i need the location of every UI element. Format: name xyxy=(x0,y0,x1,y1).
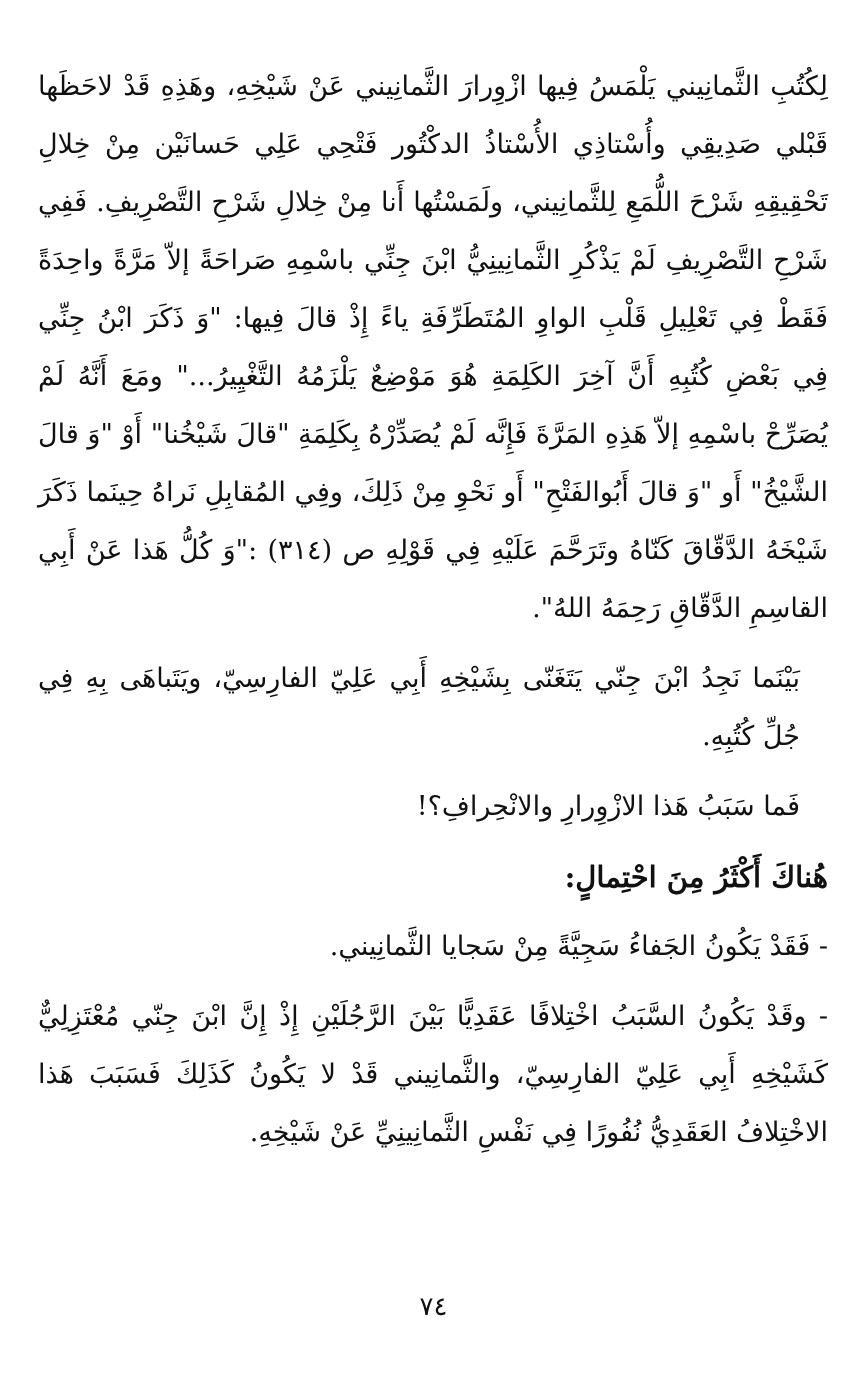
paragraph-main: لِكُتُبِ الثَّمانِيني يَلْمَسُ فِيها ازْوِرارَ الثَّمانِيني عَنْ شَيْخِهِ، وهَذِهِ قَدْ لاحَظَها قَبْلي صَدِيقِي وأُسْتاذِي الأُسْتاذُ الدكْتُور فَتْحِي عَلِي حَسانَيْن مِنْ خِلالِ تَحْقِيقِهِ شَرْحَ اللُّمَعِ لِلثَّمانِيني، ولَمَسْتُها أَنا مِنْ خِلالِ شَرْحِ التَّصْرِيفِ. فَفِي شَرْحِ التَّصْرِيفِ لَمْ يَذْكُرِ الثَّمانِينِيُّ ابْنَ جِنِّي باسْمِهِ صَراحَةً إلاّ مَرَّةً واحِدَةً فَقَطْ فِي تَعْلِيلِ قَلْبِ الواوِ المُتَطَرِّفَةِ ياءً إِذْ قالَ فِيها: "وَ ذَكَرَ ابْنُ جِنِّي فِي بَعْضِ كُتُبِهِ أَنَّ آخِرَ الكَلِمَةِ هُوَ مَوْضِعٌ يَلْزَمُهُ التَّغْيِيرُ..." ومَعَ أَنَّهُ لَمْ يُصَرِّحْ باسْمِهِ إلاّ هَذِهِ المَرَّةَ فَإِنَّه لَمْ يُصَدِّرْهُ بِكَلِمَةِ "قالَ شَيْخُنا" أَوْ "وَ قالَ الشَّيْخُ" أَو "وَ قالَ أَبُوالفَتْحِ" أَو نَحْوِ مِنْ ذَلِكَ، وفِي المُقابِلِ نَراهُ حِينَما ذَكَرَ شَيْخَهُ الدَّقّاقَ كَنّاهُ وتَرَحَّمَ عَلَيْهِ فِي قَوْلِهِ ص (٣١٤) :"وَ كُلُّ هَذا عَنْ أَبِي القاسِمِ الدَّقّاقِ رَحِمَهُ اللهُ". xyxy=(38,71,828,624)
paragraph-question: فَما سَبَبُ هَذا الازْوِرارِ والانْحِرافِ؟! xyxy=(416,791,800,822)
list-item: - فَقَدْ يَكُونُ الجَفاءُ سَجِيَّةً مِنْ سَجايا الثَّمانِيني. xyxy=(329,931,828,962)
page-number: ٧٤ xyxy=(419,1292,448,1322)
list-item: - وقَدْ يَكُونُ السَّبَبُ اخْتِلافًا عَقَدِيًّا بَيْنَ الرَّجُلَيْنِ إِذْ إِنَّ ابْنَ جِنّي مُعْتَزِلِيٌّ كَشَيْخِهِ أَبِي عَلِيّ الفارِسِيّ، والثَّمانِيني قَدْ لا يَكُونُ كَذَلِكَ فَسَبَبَ هَذا الاخْتِلافُ العَقَدِيُّ نُفُورًا فِي نَفْسِ الثَّمانِينِيِّ عَنْ شَيْخِهِ. xyxy=(38,1001,828,1148)
paragraph-ibn-jinni: بَيْنَما نَجِدُ ابْنَ جِنّي يَتَغَنّى بِشَيْخِهِ أَبِي عَلِيّ الفارِسِيّ، ويَتَباهَى بِهِ فِي جُلِّ كُتُبِهِ. xyxy=(38,663,800,752)
page-body xyxy=(38,58,828,1162)
section-heading: هُناكَ أَكْثَرُ مِنَ احْتِمالٍ: xyxy=(564,860,828,894)
